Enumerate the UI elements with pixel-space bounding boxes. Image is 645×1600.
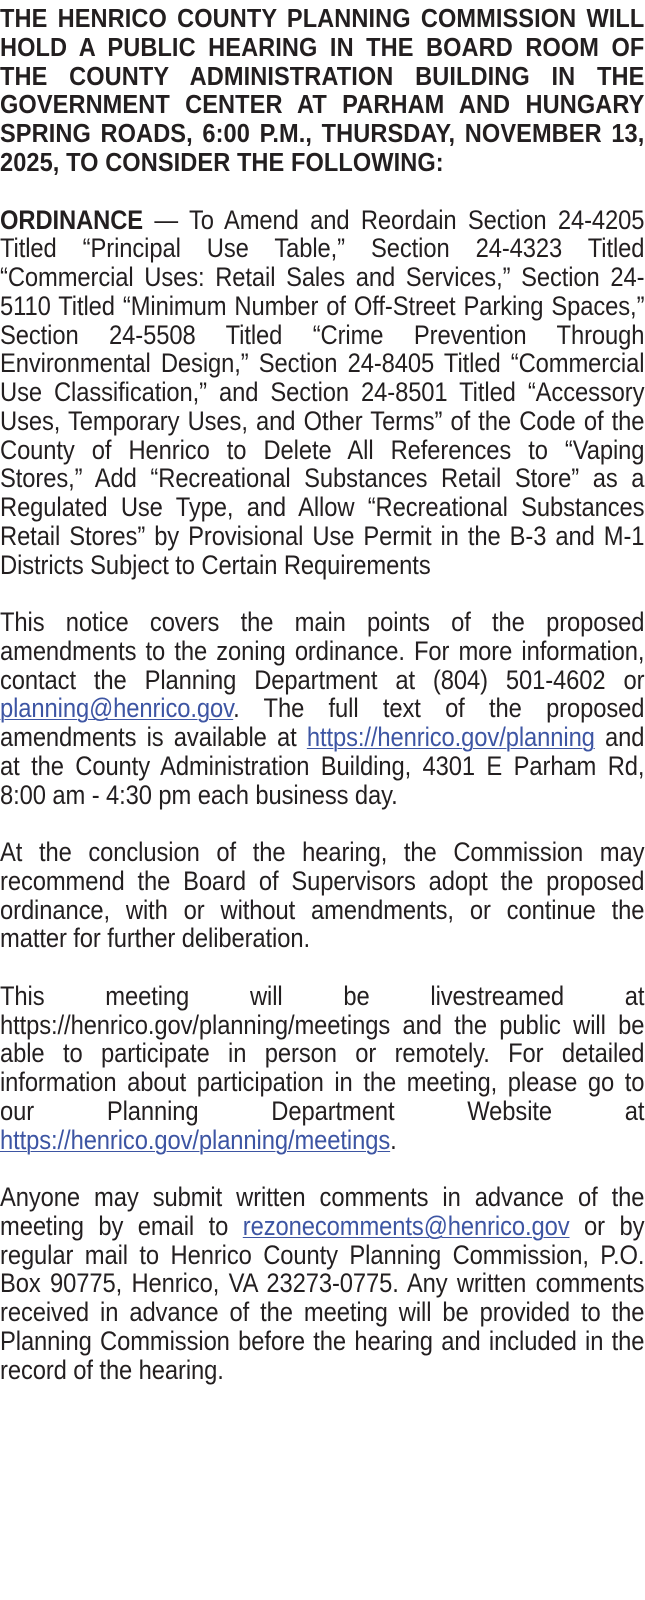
livestream-text-1: This meeting will be livestreamed at https://henrico.gov/planning/meetings and the public will be able to participate in person or remotely. For detailed information about participation in the meeting, please go to our Planning Department Website at — [0, 980, 645, 1126]
comments-text-1: Anyone may submit written comments in advance of the meeting by email to — [0, 1182, 645, 1241]
ordinance-paragraph — [0, 206, 644, 580]
rezone-comments-email-link[interactable]: rezonecomments@henrico.gov — [242, 1210, 570, 1241]
notice-header: THE HENRICO COUNTY PLANNING COMMISSION WILL HOLD A PUBLIC HEARING IN THE BOARD ROOM OF THE COUNTY ADMINISTRATION BUILDING IN THE GOVERNMENT CENTER AT PARHAM AND HUNGARY SPRING ROADS, 6:00 P.M., THURSDAY, NOVEMBER 13, 2025, TO CONSIDER THE FOLLOWING: — [0, 3, 645, 177]
public-hearing-notice — [0, 4, 644, 1413]
ordinance-text: — To Amend and Reordain Section 24-4205 Titled “Principal Use Table,” Section 24-4323 Titled “Commercial Uses: Retail Sales and Services,” Section 24-5110 Titled “Minimum Number of Off-Street Parking Spaces,” Section 24-5508 Titled “Crime Prevention Through Environmental Design,” Section 24-8405 Titled “Commercial Use Classification,” and Section 24-8501 Titled “Accessory Uses, Temporary Uses, and Other Terms” of the Code of the County of Henrico to Delete All References to “Vaping Stores,” Add “Recreational Substances Retail Store” as a Regulated Use Type, and Allow “Recreational Substances Retail Stores” by Provisional Use Permit in the B-3 and M-1 Districts Subject to Certain Requirements — [0, 204, 645, 580]
info-text-1: This notice covers the main points of the proposed amendments to the zoning ordinance. For more information, contact the Planning Department at (804) 501-4602 or — [0, 607, 645, 695]
livestream-paragraph — [0, 982, 644, 1155]
comments-paragraph — [0, 1183, 644, 1384]
planning-email-link[interactable]: planning@henrico.gov — [0, 693, 234, 724]
meetings-link[interactable]: https://henrico.gov/planning/meetings — [0, 1124, 391, 1155]
conclusion-paragraph: At the conclusion of the hearing, the Commission may recommend the Board of Supervisors adopt the proposed ordinance, with or without amendments, or continue the matter for further deliberation. — [0, 837, 645, 954]
planning-website-link[interactable]: https://henrico.gov/planning — [306, 722, 595, 753]
info-text-3: and at the County Administration Building, 4301 E Parham Rd, 8:00 am - 4:30 pm each business day. — [0, 722, 645, 810]
ordinance-label: ORDINANCE — [0, 204, 144, 235]
info-text-2: . The full text of the proposed amendments is available at — [0, 693, 645, 753]
comments-text-2: or by regular mail to Henrico County Planning Commission, P.O. Box 90775, Henrico, VA 23273-0775. Any written comments received in advance of the meeting will be provided to the Planning Commission before the hearing and included in the record of the hearing. — [0, 1210, 645, 1385]
info-paragraph — [0, 608, 644, 809]
livestream-text-2: . — [390, 1124, 397, 1155]
